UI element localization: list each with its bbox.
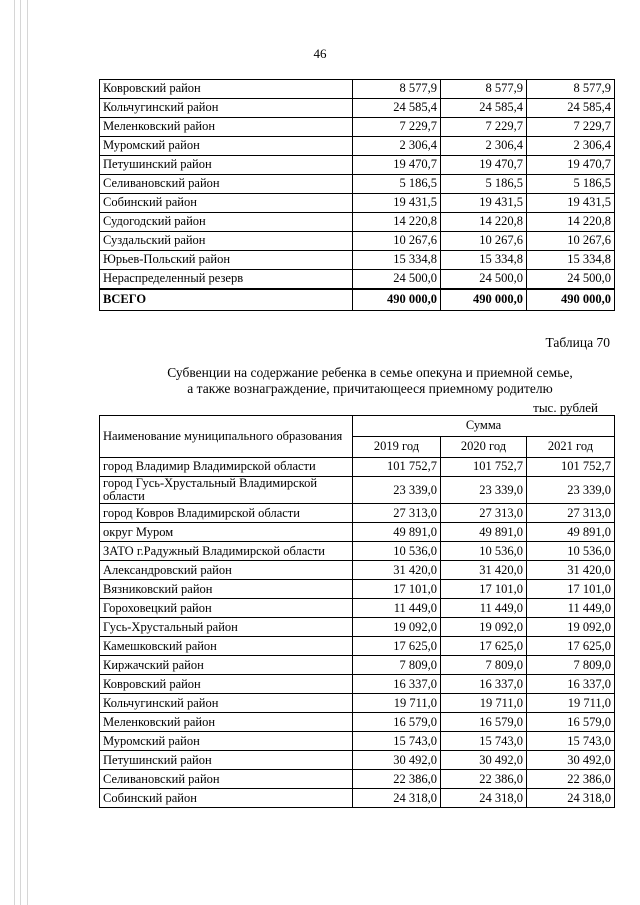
value-2019-cell: 2 306,4 bbox=[353, 137, 441, 156]
value-2020-cell: 10 267,6 bbox=[441, 232, 527, 251]
table-row bbox=[100, 694, 615, 713]
value-2021-cell: 24 585,4 bbox=[527, 99, 615, 118]
row-name-cell: Ковровский район bbox=[100, 675, 353, 694]
value-2021-cell: 15 334,8 bbox=[527, 251, 615, 270]
value-2021-cell: 23 339,0 bbox=[527, 477, 615, 504]
table-row bbox=[100, 580, 615, 599]
value-2019-cell: 7 809,0 bbox=[353, 656, 441, 675]
value-2019-cell: 16 579,0 bbox=[353, 713, 441, 732]
value-2021-cell: 19 470,7 bbox=[527, 156, 615, 175]
value-2019-cell: 27 313,0 bbox=[353, 504, 441, 523]
row-name-cell: Кольчугинский район bbox=[100, 694, 353, 713]
value-2020-cell: 7 229,7 bbox=[441, 118, 527, 137]
table1-body bbox=[100, 80, 615, 311]
row-name-cell: город Ковров Владимирской области bbox=[100, 504, 353, 523]
row-name-cell: ЗАТО г.Радужный Владимирской области bbox=[100, 542, 353, 561]
value-2020-cell: 31 420,0 bbox=[441, 561, 527, 580]
row-name-cell: Муромский район bbox=[100, 732, 353, 751]
value-2021-cell: 5 186,5 bbox=[527, 175, 615, 194]
value-2020-cell: 30 492,0 bbox=[441, 751, 527, 770]
value-2020-cell: 101 752,7 bbox=[441, 458, 527, 477]
value-2020-cell: 7 809,0 bbox=[441, 656, 527, 675]
table-row bbox=[100, 175, 615, 194]
value-2020-cell: 24 318,0 bbox=[441, 789, 527, 808]
value-2021-cell: 10 267,6 bbox=[527, 232, 615, 251]
value-2020-cell: 19 711,0 bbox=[441, 694, 527, 713]
caption-line-2: а также вознаграждение, причитающееся приемному родителю bbox=[187, 381, 553, 396]
value-2019-cell: 22 386,0 bbox=[353, 770, 441, 789]
table-row bbox=[100, 770, 615, 789]
value-2021-cell: 17 101,0 bbox=[527, 580, 615, 599]
table-row bbox=[100, 656, 615, 675]
table2-header-row bbox=[100, 416, 615, 437]
table-row bbox=[100, 542, 615, 561]
row-name-cell: Меленковский район bbox=[100, 713, 353, 732]
value-2021-cell: 2 306,4 bbox=[527, 137, 615, 156]
value-2020-cell: 22 386,0 bbox=[441, 770, 527, 789]
row-name-cell: Александровский район bbox=[100, 561, 353, 580]
value-2020-cell: 5 186,5 bbox=[441, 175, 527, 194]
table-row bbox=[100, 213, 615, 232]
value-2019-cell: 5 186,5 bbox=[353, 175, 441, 194]
value-2019-cell: 15 334,8 bbox=[353, 251, 441, 270]
value-2021-cell: 24 500,0 bbox=[527, 270, 615, 290]
value-2021-cell: 101 752,7 bbox=[527, 458, 615, 477]
table-row bbox=[100, 80, 615, 99]
value-2019-cell: 11 449,0 bbox=[353, 599, 441, 618]
subsidy-table-70 bbox=[99, 415, 615, 808]
value-2020-cell: 15 334,8 bbox=[441, 251, 527, 270]
value-2020-cell: 27 313,0 bbox=[441, 504, 527, 523]
value-2021-cell: 7 809,0 bbox=[527, 656, 615, 675]
value-2020-cell: 16 337,0 bbox=[441, 675, 527, 694]
table-row bbox=[100, 789, 615, 808]
table-row bbox=[100, 156, 615, 175]
table-row bbox=[100, 504, 615, 523]
table-row bbox=[100, 118, 615, 137]
table-row bbox=[100, 523, 615, 542]
value-2019-cell: 24 585,4 bbox=[353, 99, 441, 118]
table-row bbox=[100, 458, 615, 477]
value-2019-cell: 19 470,7 bbox=[353, 156, 441, 175]
value-2020-cell: 14 220,8 bbox=[441, 213, 527, 232]
value-2021-cell: 49 891,0 bbox=[527, 523, 615, 542]
column-header-2019: 2019 год bbox=[353, 437, 441, 458]
value-2020-cell: 17 625,0 bbox=[441, 637, 527, 656]
table-row bbox=[100, 618, 615, 637]
table-row bbox=[100, 637, 615, 656]
unit-label: тыс. рублей bbox=[533, 400, 598, 415]
value-2020-cell: 24 585,4 bbox=[441, 99, 527, 118]
row-name-cell: Гусь-Хрустальный район bbox=[100, 618, 353, 637]
value-2019-cell: 19 711,0 bbox=[353, 694, 441, 713]
value-2020-cell: 16 579,0 bbox=[441, 713, 527, 732]
value-2021-cell: 22 386,0 bbox=[527, 770, 615, 789]
value-2020-cell: 2 306,4 bbox=[441, 137, 527, 156]
value-2020-cell: 19 470,7 bbox=[441, 156, 527, 175]
table-row bbox=[100, 713, 615, 732]
table-row bbox=[100, 599, 615, 618]
row-name-cell: Вязниковский район bbox=[100, 580, 353, 599]
value-2019-cell: 15 743,0 bbox=[353, 732, 441, 751]
value-2019-cell: 10 536,0 bbox=[353, 542, 441, 561]
column-header-sum: Сумма bbox=[353, 416, 615, 437]
value-2021-cell: 11 449,0 bbox=[527, 599, 615, 618]
value-2019-cell: 24 500,0 bbox=[353, 270, 441, 290]
page-number: 46 bbox=[313, 46, 327, 61]
row-name-cell: Собинский район bbox=[100, 194, 353, 213]
value-2021-cell: 24 318,0 bbox=[527, 789, 615, 808]
table-number-label: Таблица 70 bbox=[545, 335, 610, 350]
row-name-cell: Муромский район bbox=[100, 137, 353, 156]
value-2019-cell: 8 577,9 bbox=[353, 80, 441, 99]
row-name-cell: Кольчугинский район bbox=[100, 99, 353, 118]
table-row bbox=[100, 232, 615, 251]
total-value-2021: 490 000,0 bbox=[527, 289, 615, 311]
value-2019-cell: 16 337,0 bbox=[353, 675, 441, 694]
scan-edge-line bbox=[14, 0, 15, 905]
value-2019-cell: 19 431,5 bbox=[353, 194, 441, 213]
value-2020-cell: 19 431,5 bbox=[441, 194, 527, 213]
subsidy-table-continued bbox=[99, 79, 615, 311]
value-2021-cell: 30 492,0 bbox=[527, 751, 615, 770]
value-2021-cell: 10 536,0 bbox=[527, 542, 615, 561]
row-name-cell: округ Муром bbox=[100, 523, 353, 542]
value-2019-cell: 31 420,0 bbox=[353, 561, 441, 580]
total-value-2019: 490 000,0 bbox=[353, 289, 441, 311]
row-name-cell: Собинский район bbox=[100, 789, 353, 808]
row-name-cell: Селивановский район bbox=[100, 175, 353, 194]
table1-total-row bbox=[100, 289, 615, 311]
value-2019-cell: 49 891,0 bbox=[353, 523, 441, 542]
value-2021-cell: 17 625,0 bbox=[527, 637, 615, 656]
caption-line-1: Субвенции на содержание ребенка в семье опекуна и приемной семье, bbox=[167, 365, 573, 380]
table-row bbox=[100, 251, 615, 270]
row-name-cell: Меленковский район bbox=[100, 118, 353, 137]
table2-body bbox=[100, 458, 615, 808]
value-2021-cell: 16 337,0 bbox=[527, 675, 615, 694]
value-2020-cell: 24 500,0 bbox=[441, 270, 527, 290]
value-2019-cell: 17 625,0 bbox=[353, 637, 441, 656]
table-row bbox=[100, 99, 615, 118]
total-label: ВСЕГО bbox=[100, 289, 353, 311]
row-name-cell: Камешковский район bbox=[100, 637, 353, 656]
value-2021-cell: 19 711,0 bbox=[527, 694, 615, 713]
table-caption bbox=[150, 365, 590, 397]
total-value-2020: 490 000,0 bbox=[441, 289, 527, 311]
row-name-cell: город Владимир Владимирской области bbox=[100, 458, 353, 477]
value-2020-cell: 8 577,9 bbox=[441, 80, 527, 99]
value-2021-cell: 14 220,8 bbox=[527, 213, 615, 232]
value-2020-cell: 17 101,0 bbox=[441, 580, 527, 599]
row-name-cell: Петушинский район bbox=[100, 751, 353, 770]
value-2021-cell: 27 313,0 bbox=[527, 504, 615, 523]
row-name-cell: Гороховецкий район bbox=[100, 599, 353, 618]
table-row bbox=[100, 137, 615, 156]
table-row bbox=[100, 675, 615, 694]
table-row bbox=[100, 194, 615, 213]
row-name-cell: Петушинский район bbox=[100, 156, 353, 175]
table-row bbox=[100, 270, 615, 290]
row-name-cell: Нераспределенный резерв bbox=[100, 270, 353, 290]
table2-header bbox=[100, 416, 615, 458]
row-name-cell: Юрьев-Польский район bbox=[100, 251, 353, 270]
scan-edge-line bbox=[20, 0, 21, 905]
value-2019-cell: 14 220,8 bbox=[353, 213, 441, 232]
scan-edge-line bbox=[27, 0, 28, 905]
row-name-cell: город Гусь-Хрустальный Владимирской области bbox=[100, 477, 353, 504]
column-header-name: Наименование муниципального образования bbox=[100, 416, 353, 458]
value-2021-cell: 16 579,0 bbox=[527, 713, 615, 732]
value-2019-cell: 24 318,0 bbox=[353, 789, 441, 808]
value-2019-cell: 7 229,7 bbox=[353, 118, 441, 137]
row-name-cell: Ковровский район bbox=[100, 80, 353, 99]
value-2019-cell: 23 339,0 bbox=[353, 477, 441, 504]
value-2019-cell: 101 752,7 bbox=[353, 458, 441, 477]
value-2020-cell: 19 092,0 bbox=[441, 618, 527, 637]
column-header-2020: 2020 год bbox=[441, 437, 527, 458]
table-row bbox=[100, 561, 615, 580]
value-2019-cell: 17 101,0 bbox=[353, 580, 441, 599]
value-2019-cell: 10 267,6 bbox=[353, 232, 441, 251]
row-name-cell: Суздальский район bbox=[100, 232, 353, 251]
value-2019-cell: 30 492,0 bbox=[353, 751, 441, 770]
value-2020-cell: 10 536,0 bbox=[441, 542, 527, 561]
table-row bbox=[100, 732, 615, 751]
row-name-cell: Киржачский район bbox=[100, 656, 353, 675]
value-2020-cell: 23 339,0 bbox=[441, 477, 527, 504]
column-header-2021: 2021 год bbox=[527, 437, 615, 458]
value-2021-cell: 8 577,9 bbox=[527, 80, 615, 99]
value-2019-cell: 19 092,0 bbox=[353, 618, 441, 637]
row-name-cell: Судогодский район bbox=[100, 213, 353, 232]
value-2021-cell: 15 743,0 bbox=[527, 732, 615, 751]
row-name-cell: Селивановский район bbox=[100, 770, 353, 789]
value-2020-cell: 11 449,0 bbox=[441, 599, 527, 618]
value-2021-cell: 19 431,5 bbox=[527, 194, 615, 213]
value-2021-cell: 19 092,0 bbox=[527, 618, 615, 637]
value-2020-cell: 15 743,0 bbox=[441, 732, 527, 751]
value-2021-cell: 31 420,0 bbox=[527, 561, 615, 580]
table-row bbox=[100, 477, 615, 504]
table-row bbox=[100, 751, 615, 770]
value-2020-cell: 49 891,0 bbox=[441, 523, 527, 542]
value-2021-cell: 7 229,7 bbox=[527, 118, 615, 137]
